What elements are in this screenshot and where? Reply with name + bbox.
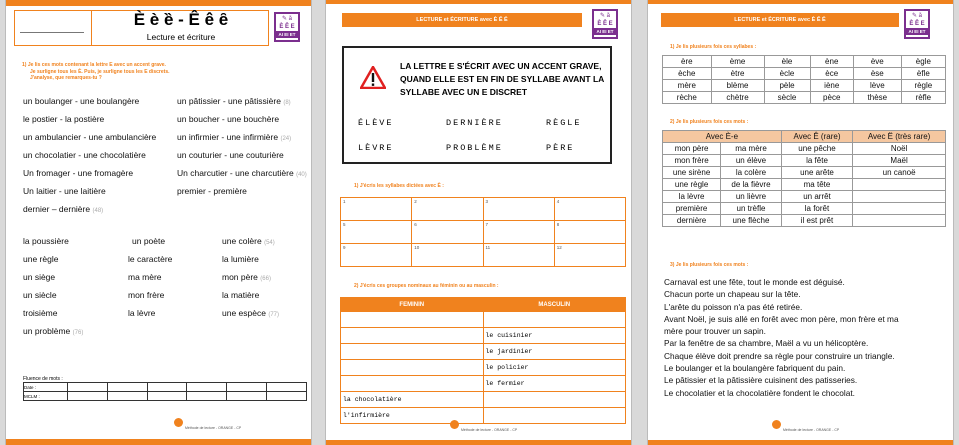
- fluency-cell[interactable]: [107, 383, 147, 392]
- word: la matière: [222, 290, 260, 300]
- story-line: Le boulanger et la boulangère fabriquent du pain.: [664, 363, 846, 374]
- word: le caractère: [128, 254, 173, 264]
- word-cell: une flèche: [721, 215, 782, 227]
- rule-line: SYLLABE AVEC UN E DISCRET: [400, 87, 528, 97]
- page-header: LECTURE et ÉCRITURE avec È Ê Ë: [661, 13, 899, 27]
- dictation-cell[interactable]: 3: [483, 198, 554, 221]
- syllable-cell: ètre: [711, 68, 764, 80]
- word-cell: une pêche: [781, 143, 852, 155]
- bottom-orange-bar: [648, 440, 954, 445]
- word: un siège: [23, 272, 56, 282]
- word-pair: un infirmier - une infirmière (24): [177, 132, 292, 142]
- rule-line: LA LETTRE E S'ÉCRIT AVEC UN ACCENT GRAVE,: [400, 61, 602, 71]
- word-cell: un lièvre: [721, 191, 782, 203]
- word-cell: un arrêt: [781, 191, 852, 203]
- instruction: [22, 62, 302, 82]
- word-cell: ma tête: [781, 179, 852, 191]
- word-pair: un boucher - une bouchère: [177, 114, 280, 124]
- logo-top: ✎ ǎ: [281, 16, 293, 22]
- word-grid-col-3: [222, 236, 310, 326]
- word: mon frère: [128, 290, 165, 300]
- fluency-cell[interactable]: [267, 383, 307, 392]
- syllable-cell: èle: [764, 56, 810, 68]
- masculine-cell[interactable]: le jardinier: [483, 344, 626, 360]
- rule-word: PROBLÈME: [446, 143, 503, 153]
- word-pair: un pâtissier - une pâtissière (8): [177, 96, 291, 106]
- dictation-cell[interactable]: 11: [483, 244, 554, 267]
- feminine-cell[interactable]: [341, 312, 484, 328]
- word-pair: premier - première: [177, 186, 247, 196]
- word-pair: un boulanger - une boulangère: [23, 96, 140, 106]
- word-cell: [853, 203, 946, 215]
- title-letters: È è ȅ - Ê ê ȇ: [133, 10, 229, 29]
- dictation-cell[interactable]: 8: [554, 221, 625, 244]
- word-cell: il est prêt: [781, 215, 852, 227]
- syllable-cell: règle: [901, 80, 945, 92]
- story-line: mère pour trouver un sapin.: [664, 326, 766, 337]
- syllable-cell: ène: [810, 56, 853, 68]
- logo-digraphs: AI EI ET: [594, 28, 616, 35]
- word: la lèvre: [128, 308, 156, 318]
- column-feminine: FEMININ: [341, 298, 484, 312]
- word-cell: Maël: [853, 155, 946, 167]
- fluency-cell[interactable]: [267, 392, 307, 401]
- dictation-cell[interactable]: 10: [412, 244, 483, 267]
- worksheet-page-2: [325, 0, 632, 445]
- syllable-cell: mère: [663, 80, 712, 92]
- word-list-left: [23, 96, 173, 222]
- word-cell: [853, 179, 946, 191]
- name-line: [20, 32, 84, 33]
- dictation-cell[interactable]: 4: [554, 198, 625, 221]
- top-orange-bar: [6, 0, 312, 6]
- word-cell: mon père: [663, 143, 721, 155]
- syllable-cell: èfle: [901, 68, 945, 80]
- header-with-e-circumflex: Avec Ê (rare): [781, 131, 852, 143]
- warning-icon: [360, 66, 386, 89]
- dictation-cell[interactable]: 1: [341, 198, 412, 221]
- word-cell: première: [663, 203, 721, 215]
- dictation-cell[interactable]: 2: [412, 198, 483, 221]
- syllable-cell: ère: [663, 56, 712, 68]
- story-line: Chacun porte un chapeau sur la tête.: [664, 289, 801, 300]
- word: la lumière: [222, 254, 259, 264]
- word: la poussière: [23, 236, 69, 246]
- rule-line: QUAND ELLE EST EN FIN DE SYLLABE AVANT LA: [400, 74, 605, 84]
- method-logo: [904, 9, 930, 39]
- syllable-cell: ève: [853, 56, 901, 68]
- syllable-cell: thèse: [853, 92, 901, 104]
- story-line: Le chocolatier et la chocolatière fondent le chocolat.: [664, 387, 855, 398]
- rule-text: [400, 60, 604, 99]
- page-footer: Méthode de lecture - ORANGE - CP: [783, 428, 840, 432]
- story-line: Le pâtissier et la pâtissière cuisinent des patisseries.: [664, 375, 858, 386]
- fluency-cell[interactable]: [147, 383, 187, 392]
- syllable-cell: chètre: [711, 92, 764, 104]
- feminine-cell[interactable]: [341, 360, 484, 376]
- word: un problème (76): [23, 326, 84, 336]
- dictation-cell[interactable]: 9: [341, 244, 412, 267]
- masculine-cell[interactable]: le policier: [483, 360, 626, 376]
- syllable-cell: rèfle: [901, 92, 945, 104]
- masculine-cell[interactable]: [483, 392, 626, 408]
- word-pair: un couturier - une couturière: [177, 150, 284, 160]
- exercise-3-instruction: 3) Je lis plusieurs fois ces mots :: [670, 262, 749, 268]
- gender-table: [340, 297, 626, 424]
- word-cell: Noël: [853, 143, 946, 155]
- exercise-2-instruction: 2) Je lis plusieurs fois ces mots :: [670, 119, 749, 125]
- exercise-1-instruction: 1) Je lis plusieurs fois ces syllabes :: [670, 44, 757, 50]
- mascot-icon: [772, 420, 781, 429]
- syllable-cell: pèce: [810, 92, 853, 104]
- word-cell: une arête: [781, 167, 852, 179]
- story-line: Avant Noël, je suis allé en forêt avec mon père, mon frère et ma: [664, 313, 899, 324]
- feminine-cell[interactable]: [341, 376, 484, 392]
- page-subtitle: Lecture et écriture: [146, 32, 216, 42]
- word-cell: un canoë: [853, 167, 946, 179]
- logo-top: ✎ ǎ: [911, 13, 923, 19]
- word-pair: le postier - la postière: [23, 114, 105, 124]
- word-cell: la forêt: [781, 203, 852, 215]
- top-orange-bar: [648, 0, 954, 4]
- feminine-cell[interactable]: [341, 328, 484, 344]
- fluency-cell[interactable]: [227, 383, 267, 392]
- word-pair: un ambulancier - une ambulancière: [23, 132, 157, 142]
- word-cell: la colère: [721, 167, 782, 179]
- header-with-e-grave: Avec È-e: [663, 131, 782, 143]
- fluency-date-label: Date :: [24, 383, 68, 392]
- word-cell: ma mère: [721, 143, 782, 155]
- word-grid-col-1: [23, 236, 123, 344]
- fluency-title: Fluence de mots :: [23, 376, 63, 382]
- fluency-cell[interactable]: [227, 392, 267, 401]
- word-cell: de la fièvre: [721, 179, 782, 191]
- feminine-cell[interactable]: [341, 344, 484, 360]
- word: un poète: [132, 236, 166, 246]
- story-line: L'arête du poisson n'a pas été retirée.: [664, 301, 803, 312]
- syllable-cell: èce: [810, 68, 853, 80]
- dictation-cell[interactable]: 7: [483, 221, 554, 244]
- fluency-mclm-label: MCLM :: [24, 392, 68, 401]
- method-logo: [274, 12, 300, 42]
- instruction-line: J'analyse, que remarques-tu ?: [30, 75, 102, 81]
- syllable-cell: èse: [853, 68, 901, 80]
- name-box: [14, 10, 92, 46]
- word-pair: Un laitier - une laitière: [23, 186, 106, 196]
- exercise-2-instruction: 2) J'écris ces groupes nominaux au féminin ou au masculin :: [354, 283, 499, 289]
- masculine-cell[interactable]: [483, 408, 626, 424]
- dictation-cell[interactable]: 12: [554, 244, 625, 267]
- masculine-cell[interactable]: [483, 312, 626, 328]
- dictation-cell[interactable]: 6: [412, 221, 483, 244]
- word: ma mère: [128, 272, 162, 282]
- word-pair: un chocolatier - une chocolatière: [23, 150, 146, 160]
- word-cell: une règle: [663, 179, 721, 191]
- logo-top: ✎ ǎ: [599, 13, 611, 19]
- header-with-e-diaeresis: Avec Ë (très rare): [853, 131, 946, 143]
- feminine-cell[interactable]: l'infirmière: [341, 408, 484, 424]
- page-footer: Méthode de lecture - ORANGE - CP: [461, 428, 518, 432]
- syllable-cell: rèche: [663, 92, 712, 104]
- rule-word: RÈGLE: [546, 118, 582, 128]
- syllable-cell: iène: [810, 80, 853, 92]
- mascot-icon: [174, 418, 183, 427]
- dictation-grid: [340, 197, 626, 267]
- page-footer: Méthode de lecture - ORANGE - CP: [185, 426, 242, 430]
- word-cell: un trèfle: [721, 203, 782, 215]
- fluency-cell[interactable]: [187, 383, 227, 392]
- word-list-right: [177, 96, 309, 204]
- syllable-cell: ègle: [901, 56, 945, 68]
- logo-digraphs: AI EI ET: [906, 28, 928, 35]
- syllable-cell: ème: [711, 56, 764, 68]
- syllable-cell: pèle: [764, 80, 810, 92]
- rule-word: ÉLÈVE: [358, 118, 394, 128]
- word: troisième: [23, 308, 58, 318]
- syllable-cell: blème: [711, 80, 764, 92]
- syllable-cell: sècle: [764, 92, 810, 104]
- rule-box: [342, 46, 612, 164]
- word-cell: une sirène: [663, 167, 721, 179]
- word-cell: [853, 191, 946, 203]
- fluency-table: [23, 382, 307, 401]
- mascot-icon: [450, 420, 459, 429]
- column-masculine: MASCULIN: [483, 298, 626, 312]
- rule-word: DERNIÈRE: [446, 118, 503, 128]
- word-cell: un élève: [721, 155, 782, 167]
- word-pair: Un fromager - une fromagère: [23, 168, 134, 178]
- word-cell: [853, 215, 946, 227]
- rule-word: LÈVRE: [358, 143, 394, 153]
- logo-letters: È Ê E: [909, 21, 925, 27]
- story-line: Carnaval est une fête, tout le monde est déguisé.: [664, 277, 845, 287]
- logo-letters: È Ê E: [279, 24, 295, 30]
- word: un siècle: [23, 290, 57, 300]
- story-line: Par la fenêtre de sa chambre, Maël a vu un hélicoptère.: [664, 338, 869, 349]
- logo-letters: È Ê E: [597, 21, 613, 27]
- word-grid-col-2: [128, 236, 218, 326]
- words-table: [662, 130, 946, 227]
- worksheet-page-1: [5, 0, 312, 445]
- bottom-orange-bar: [6, 439, 312, 445]
- word-cell: la fête: [781, 155, 852, 167]
- word: une colère (54): [222, 236, 275, 246]
- word-cell: la lèvre: [663, 191, 721, 203]
- dictation-cell[interactable]: 5: [341, 221, 412, 244]
- reading-text: [664, 276, 899, 399]
- syllable-cell: lève: [853, 80, 901, 92]
- logo-digraphs: AI EI ET: [276, 31, 298, 38]
- exercise-1-instruction: 1) J'écris les syllabes dictées avec È :: [354, 183, 444, 189]
- worksheet-page-3: [647, 0, 954, 445]
- word-pair: Un charcutier - une charcutière (40): [177, 168, 307, 178]
- rule-word: PÈRE: [546, 143, 575, 153]
- word: une espèce (77): [222, 308, 279, 318]
- top-orange-bar: [326, 0, 632, 4]
- fluency-cell[interactable]: [147, 392, 187, 401]
- bottom-orange-bar: [326, 440, 632, 445]
- method-logo: [592, 9, 618, 39]
- word-cell: mon frère: [663, 155, 721, 167]
- masculine-cell[interactable]: le fermier: [483, 376, 626, 392]
- feminine-cell[interactable]: la chocolatière: [341, 392, 484, 408]
- page-header: LECTURE et ÉCRITURE avec È Ê Ë: [342, 13, 582, 27]
- word-cell: dernière: [663, 215, 721, 227]
- syllable-table: [662, 55, 946, 104]
- syllable-cell: ècle: [764, 68, 810, 80]
- fluency-cell[interactable]: [68, 383, 108, 392]
- story-line: Chaque élève doit prendre sa règle pour construire un triangle.: [664, 350, 895, 361]
- fluency-cell[interactable]: [68, 392, 108, 401]
- syllable-cell: èche: [663, 68, 712, 80]
- instruction-line: 1) Je lis ces mots contenant la lettre E avec un accent grave.: [22, 62, 166, 68]
- fluency-cell[interactable]: [107, 392, 147, 401]
- masculine-cell[interactable]: le cuisinier: [483, 328, 626, 344]
- instruction-line: Je surligne tous les È. Puis, je surligne tous les E discrets.: [30, 68, 170, 75]
- fluency-cell[interactable]: [187, 392, 227, 401]
- word: une règle: [23, 254, 59, 264]
- word: mon père (66): [222, 272, 271, 282]
- word-pair: dernier – dernière (48): [23, 204, 104, 214]
